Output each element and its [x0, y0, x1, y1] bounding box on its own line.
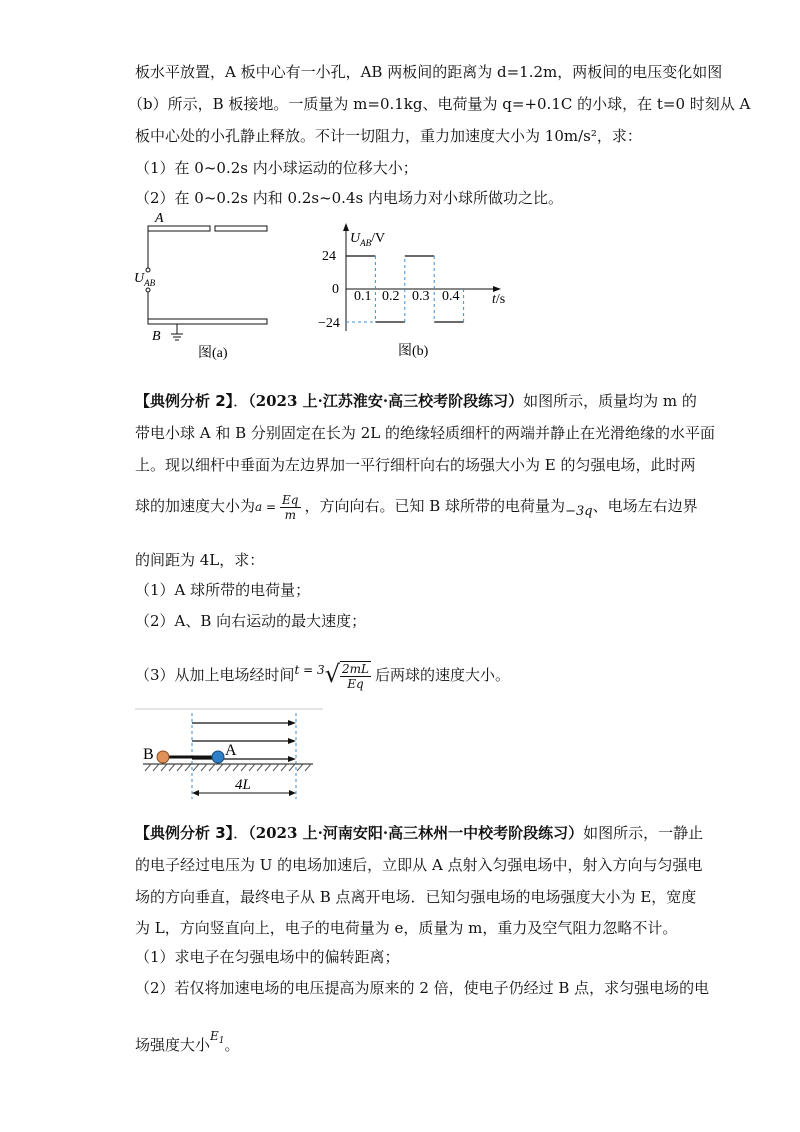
- example2-line4-pre: 球的加速度大小为: [135, 497, 256, 515]
- example3-line3: 场的方向垂直，最终电子从 B 点离开电场．已知匀强电场的电场强度大小为 E，宽度: [135, 888, 697, 906]
- example2-line3: 上。现以细杆中垂面为左边界加一平行细杆向右的场强大小为 E 的匀强电场，此时两: [135, 456, 696, 474]
- example2-sep: ．: [233, 392, 249, 410]
- time-numerator: 2mL: [341, 662, 369, 676]
- example2-question2: （2）A、B 向右运动的最大速度；: [135, 612, 367, 630]
- field-arrow-1: [288, 720, 296, 726]
- ground-hatching: [145, 764, 311, 771]
- field-arrow-2: [288, 738, 296, 744]
- example3-sep: ．: [233, 824, 249, 842]
- accel-lhs: a =: [255, 500, 277, 514]
- sqrt-icon: √: [324, 660, 340, 688]
- example2-question3: [135, 652, 510, 693]
- figure-b-caption: 图(b): [398, 344, 429, 359]
- example2-line4-tail: 、电场左右边界: [592, 497, 698, 515]
- chart-y-axis-arrow: [343, 223, 349, 231]
- example2-line1-tail: 如图所示，质量均为 m 的: [523, 392, 697, 410]
- distance-arrow-right: [289, 790, 296, 796]
- example3-question1: （1）求电子在匀强电场中的偏转距离；: [135, 948, 400, 966]
- example2-line5: 的间距为 4L，求：: [135, 551, 265, 569]
- example3-line4: 为 L，方向竖直向上，电子的电荷量为 e，质量为 m，重力及空气阻力忽略不计。: [135, 919, 678, 937]
- accel-numerator: Eq: [282, 492, 299, 507]
- accel-denominator: m: [284, 507, 296, 522]
- chart-xtick-3: 0.3: [412, 289, 430, 304]
- voltage-label: $U_{AB}$: [134, 271, 156, 288]
- accel-fraction: [280, 493, 300, 522]
- chart-ytick-zero: 0: [332, 282, 339, 297]
- example2-line2: 带电小球 A 和 B 分别固定在长为 2L 的绝缘轻质细杆的两端并静止在光滑绝缘的水平面: [135, 424, 715, 442]
- plate-a-label: A: [155, 211, 164, 226]
- example2-line4: [135, 490, 698, 528]
- time-fraction: [340, 661, 371, 691]
- example2-question1: （1）A 球所带的电荷量；: [135, 581, 311, 599]
- example2-tag: 【典例分析 2】: [135, 392, 234, 410]
- distance-arrow-left: [192, 790, 199, 796]
- figure-a-plates: [125, 208, 285, 363]
- plate-b-label: B: [152, 329, 161, 344]
- figure-b-chart: [318, 220, 518, 368]
- ball-b: [157, 751, 169, 763]
- ball-a: [212, 751, 224, 763]
- chart-ytick-pos: 24: [322, 249, 336, 264]
- chart-xtick-2: 0.2: [382, 289, 400, 304]
- plate-b: [148, 319, 267, 324]
- example3-line2: 的电子经过电压为 U 的电场加速后，立即从 A 点射入匀强电场中，射入方向与匀强电: [135, 856, 703, 874]
- chart-y-axis-label: $U_{AB}/V$: [350, 231, 386, 248]
- distance-label: 4L: [235, 777, 251, 793]
- example2-source: （2023 上·江苏淮安·高三校考阶段练习）: [248, 392, 524, 410]
- chart-xtick-4: 0.4: [442, 289, 460, 304]
- time-lhs: t = 3: [294, 663, 325, 677]
- problem1-line2: （b）所示，B 板接地。一质量为 m=0.1kg、电荷量为 q=+0.1C 的小球，在 t=0 时刻从 A: [128, 95, 751, 113]
- example3-source: （2023 上·河南安阳·高三林州一中校考阶段练习）: [248, 824, 584, 842]
- example2-line4-mid: ，方向向右。已知 B 球所带的电荷量为: [304, 497, 566, 515]
- example2-q3-tail: 后两球的速度大小。: [374, 666, 510, 684]
- plate-a-right: [215, 226, 267, 231]
- example2-line1: [135, 391, 697, 411]
- charge-value: −3q: [565, 504, 593, 519]
- chart-ytick-neg: −24: [318, 316, 340, 331]
- problem1-line1: 板水平放置，A 板中心有一小孔，AB 两板间的距离为 d=1.2m，两板间的电压变化如图: [135, 63, 723, 81]
- example3-last-tail: 。: [224, 1036, 240, 1054]
- example3-last-pre: 场强度大小: [135, 1036, 211, 1054]
- ball-b-label: B: [143, 746, 154, 763]
- example2-q3-pre: （3）从加上电场经时间: [135, 666, 295, 684]
- plate-a-left: [148, 226, 210, 231]
- example3-question2: （2）若仅将加速电场的电压提高为原来的 2 倍，使电子仍经过 B 点，求匀强电场的电: [135, 979, 710, 997]
- problem1-question2: （2）在 0~0.2s 内和 0.2s~0.4s 内电场力对小球所做功之比。: [135, 189, 563, 207]
- figure-rod-field: [133, 703, 328, 803]
- terminal-bottom: [146, 288, 150, 292]
- terminal-top: [146, 268, 150, 272]
- example3-line1: [135, 823, 703, 843]
- problem1-question1: （1）在 0~0.2s 内小球运动的位移大小；: [135, 159, 418, 177]
- example3-last-line: [135, 1020, 240, 1061]
- e1-symbol: E1: [210, 1029, 225, 1046]
- ball-a-label: A: [225, 742, 237, 759]
- example3-line1-tail: 如图所示，一静止: [583, 824, 704, 842]
- chart-xtick-1: 0.1: [354, 289, 372, 304]
- field-arrow-3: [288, 756, 296, 762]
- example3-tag: 【典例分析 3】: [135, 824, 234, 842]
- time-denominator: Eq: [347, 677, 364, 691]
- figure-a-caption: 图(a): [198, 346, 228, 361]
- problem1-line3: 板中心处的小孔静止释放。不计一切阻力，重力加速度大小为 10m/s²，求：: [135, 127, 642, 145]
- chart-x-axis-label: t/s: [492, 292, 506, 307]
